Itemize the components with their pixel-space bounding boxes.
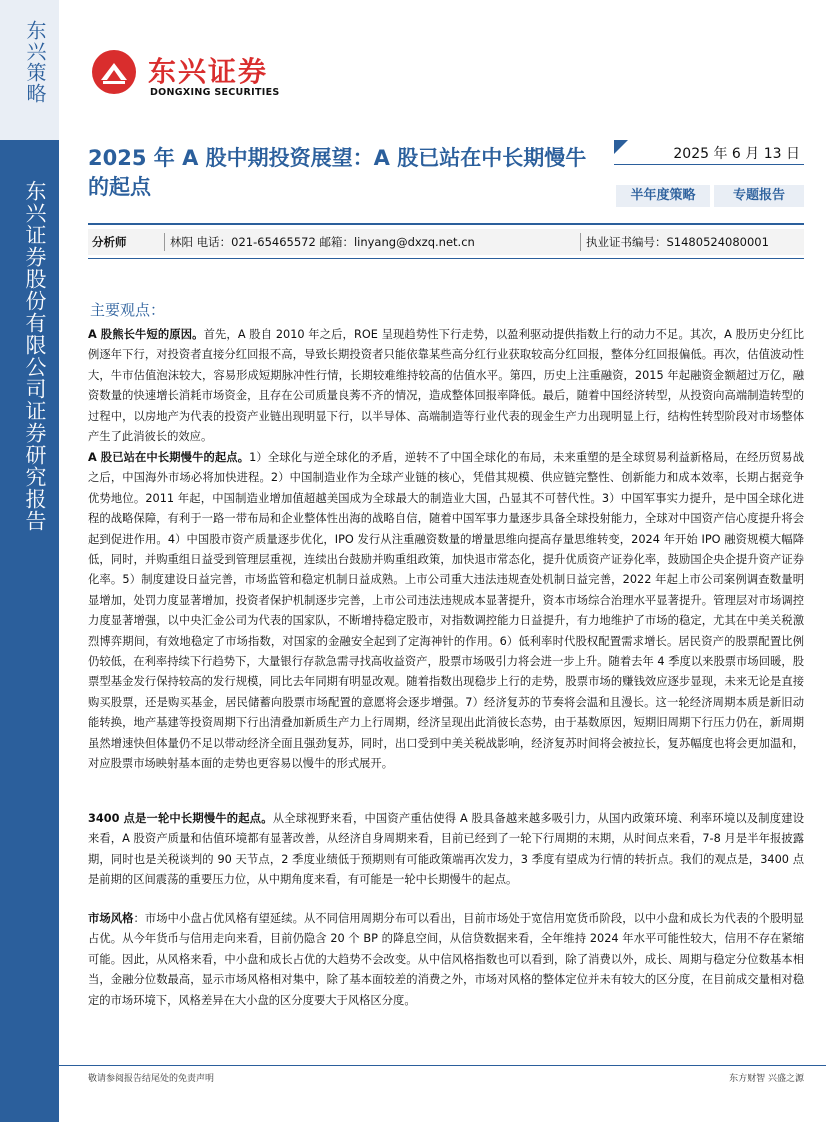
sidebar-top-label: 东兴策略 (23, 20, 47, 104)
analyst-info: 林阳 电话：021-65465572 邮箱：linyang@dxzq.net.cn (170, 235, 475, 249)
footer-divider (59, 1065, 826, 1066)
tag-special-report: 专题报告 (714, 185, 804, 207)
paragraph (88, 448, 804, 775)
report-title: 2025 年 A 股中期投资展望：A 股已站在中长期慢牛的起点 (88, 146, 587, 199)
sidebar-top (0, 0, 59, 140)
date-triangle-icon (614, 140, 628, 154)
sidebar-main-label: 东兴证券股份有限公司证券研究报告 (23, 180, 47, 532)
paragraph-text: 首先，A 股自 2010 年之后，ROE 呈现趋势性下行走势，以盈利驱动提供指数上行的动力不足。其次，A 股历史分红比例逐年下行，对投资者直接分红回报不高，导致长期投资者只能依靠某些高分红行业获取较高分红回报，整体分红回报偏低。再次，估值波动性大，牛市估值泡沫较大，容易形成短期脉冲性行情，长期较难维持较高的估值水平。第四，历史上注重融资，2015 年起融资金额超过万亿，融资数量的快速增长消耗市场资金，且存在公司质量良莠不齐的情况，造成整体回报率降低。最后，随着中国经济转型，从投资向高端制造转型的过程中，以房地产为代表的投资产业链出现明显下行，以半导体、高端制造等行业代表的现金生产力出现明显上行，结构性转型阶段对市场整体产生了此消彼长的效应。 (88, 328, 804, 444)
report-date: 2025 年 6 月 13 日 (673, 146, 800, 162)
paragraph-lead: 市场风格 (88, 912, 134, 925)
paragraph (88, 809, 804, 891)
paragraph-text: ：市场中小盘占优风格有望延续。从不同信用周期分布可以看出，目前市场处于宽信用宽货币阶段，以中小盘和成长为代表的个股明显占优。从今年货币与信用走向来看，目前仍隐含 20 个 BP 的降息空间，从信贷数据来看，全年维持 2024 年水平可能性较大，信用不存在紧缩可能。因此，从风格来看，中小盘和成长占优的大趋势不会改变。从中信风格指数也可以看到，除了消费以外，成长、周期与稳定分位数基本相当，金融分位数最高，显示市场风格相对集中，除了基本面较差的消费之外，市场对风格的整体定位并未有较大的区分度，在目前成交量相对稳定的市场环境下，风格差异在大小盘的区分度要大于风格区分度。 (88, 912, 804, 1007)
paragraph-lead: A 股已站在中长期慢牛的起点。 (88, 451, 250, 464)
analyst-label: 分析师 (92, 235, 127, 249)
brand-name-en: DONGXING SECURITIES (150, 87, 280, 98)
analyst-separator (164, 233, 165, 251)
footer-disclaimer: 敬请参阅报告结尾处的免责声明 (88, 1074, 215, 1084)
footer-slogan: 东方财智 兴盛之源 (729, 1074, 804, 1084)
paragraph (88, 909, 804, 1011)
sidebar-main (0, 140, 59, 1122)
dongxing-logo-icon (92, 50, 136, 94)
date-box (614, 140, 804, 165)
paragraph-text: 从全球视野来看，中国资产重估使得 A 股具备越来越多吸引力，从国内政策环境、利率环境以及制度建设来看，A 股资产质量和估值环境都有显著改善，从经济自身周期来看，目前已经到了一轮下行周期的末期，从时间点来看，7-8 月是半年报披露期，同时也是关税谈判的 90 天节点，2 季度业绩低于预期则有可能政策端再次发力，3 季度有望成为行情的转折点。我们的观点是，3400 点是前期的区间震荡的重要压力位，从中期角度来看，有可能是一轮中长期慢牛的起点。 (88, 812, 804, 887)
paragraph (88, 325, 804, 447)
analyst-cert: 执业证书编号：S1480524080001 (586, 235, 769, 249)
analyst-separator (580, 233, 581, 251)
analyst-divider (88, 258, 804, 259)
paragraph-text: 1）全球化与逆全球化的矛盾，逆转不了中国全球化的布局，未来重塑的是全球贸易利益新格局，在经历贸易战之后，中国海外市场必将加快进程。2）中国制造业作为全球产业链的核心，凭借其规模、供应链完整性、创新能力和成本效率，长期占据竞争优势地位。2011 年起，中国制造业增加值超越美国成为全球最大的制造业大国，凸显其不可替代性。3）中国军事实力提升，是中国全球化进程的战略保障，有利于一路一带布局和企业整体性出海的战略自信，随着中国军事力量逐步具备全球投射能力，全球对中国资产信心度提升将会起到促进作用。4）中国股市资产质量逐步优化，IPO 发行从注重融资数量的增量思维向提高存量思维转变，2024 年开始 IPO 融资规模大幅降低，同时，并购重组日益受到管理层重视，连续出台鼓励并购重组政策，加快退市常态化，提升优质资产证券化率，鼓励国企央企提升资产证券化率。5）制度建设日益完善，市场监管和稳定机制日益成熟。上市公司重大违法违规查处机制日益完善，2022 年起上市公司案例调查数量明显增加，处罚力度显著增加，投资者保护机制逐步完善，上市公司违法违规成本显著提升，资本市场综合治理水平显著提升。管理层对市场调控力度显著增强，以中央汇金公司为代表的国家队，不断增持稳定股市，对指数调控能力日益提升，有力地维护了市场的稳定，尤其在中美关税激烈博弈期间，有效地稳定了市场指数，对国家的金融安全起到了定海神针的作用。6）低利率时代股权配置需求增长。居民资产的股票配置比例仍较低，在利率持续下行趋势下，大量银行存款急需寻找高收益资产，股票市场吸引力将会进一步上升。随着去年 4 季度以来股票市场回暖，股票型基金发行保持较高的发行规模，同比去年同期有明显改观。随着指数出现稳步上行的走势，股票市场的赚钱效应逐步显现，未来无论是直接购买股票，还是购买基金，居民储蓄向股票市场配置的意愿将会逐步增强。7）经济复苏的节奏将会温和且漫长。这一轮经济周期本质是新旧动能转换，地产基建等投资周期下行出清叠加新质生产力上行周期，经济呈现出此消彼长态势，由于基数原因，短期旧周期下行压力仍在，新周期虽然增速快但体量仍不足以带动经济全面且强劲复苏，同时，出口受到中美关税战影响，经济复苏时间将会被拉长，复苏幅度也将会更加温和，对应股票市场映射基本面的走势也更容易以慢牛的形式展开。 (88, 451, 804, 771)
brand-name-cn: 东兴证券 (148, 55, 269, 88)
section-title: 主要观点： (90, 301, 166, 319)
paragraph-lead: A 股熊长牛短的原因。 (88, 328, 204, 341)
paragraph-lead: 3400 点是一轮中长期慢牛的起点。 (88, 812, 273, 825)
analyst-row (88, 229, 804, 255)
header-divider (88, 223, 804, 225)
tag-half-year-strategy: 半年度策略 (616, 185, 710, 207)
